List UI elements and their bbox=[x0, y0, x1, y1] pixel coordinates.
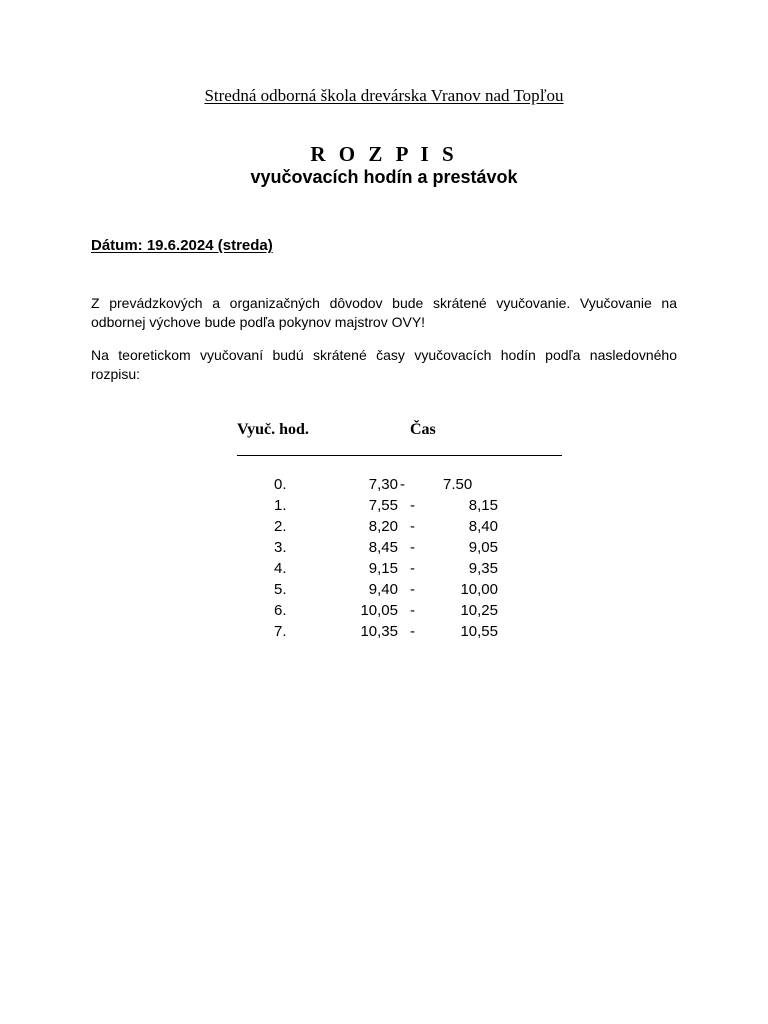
start-time: 7,55 bbox=[368, 497, 398, 514]
lesson-number: 1. bbox=[274, 497, 287, 514]
time-separator: - bbox=[400, 476, 405, 493]
end-time: 7.50 bbox=[443, 476, 473, 493]
schedule-table bbox=[0, 474, 768, 642]
time-separator: - bbox=[410, 623, 415, 640]
table-header-lesson: Vyuč. hod. bbox=[237, 421, 309, 438]
table-row bbox=[0, 621, 768, 642]
start-time: 7,30 bbox=[368, 476, 398, 493]
end-time: 10,55 bbox=[460, 623, 498, 640]
table-row bbox=[0, 579, 768, 600]
table-row bbox=[0, 537, 768, 558]
time-separator: - bbox=[410, 518, 415, 535]
table-row bbox=[0, 516, 768, 537]
lesson-number: 3. bbox=[274, 539, 287, 556]
paragraph-schedule-intro: Na teoretickom vyučovaní budú skrátené časy vyučovacích hodín podľa nasledovného rozpisu: bbox=[91, 347, 677, 382]
time-separator: - bbox=[410, 581, 415, 598]
start-time: 10,05 bbox=[360, 602, 398, 619]
lesson-number: 0. bbox=[274, 476, 287, 493]
table-row bbox=[0, 600, 768, 621]
start-time: 9,40 bbox=[368, 581, 398, 598]
start-time: 8,20 bbox=[368, 518, 398, 535]
lesson-number: 5. bbox=[274, 581, 287, 598]
paragraph-notice: Z prevádzkových a organizačných dôvodov bude skrátené vyučovanie. Vyučovanie na odbornej výchove bude podľa pokynov majstrov OVY! bbox=[91, 295, 677, 330]
lesson-number: 7. bbox=[274, 623, 287, 640]
time-separator: - bbox=[410, 539, 415, 556]
end-time: 10,00 bbox=[460, 581, 498, 598]
time-separator: - bbox=[410, 602, 415, 619]
table-header-rule bbox=[237, 455, 562, 456]
lesson-number: 2. bbox=[274, 518, 287, 535]
table-row bbox=[0, 495, 768, 516]
end-time: 8,15 bbox=[468, 497, 498, 514]
start-time: 8,45 bbox=[368, 539, 398, 556]
lesson-number: 4. bbox=[274, 560, 287, 577]
school-name: Stredná odborná škola drevárska Vranov nad Topľou bbox=[204, 86, 564, 105]
document-subtitle: vyučovacích hodín a prestávok bbox=[250, 167, 518, 187]
table-row bbox=[0, 558, 768, 579]
date-line: Dátum: 19.6.2024 (streda) bbox=[91, 237, 273, 254]
table-header-time: Čas bbox=[410, 421, 436, 438]
end-time: 10,25 bbox=[460, 602, 498, 619]
time-separator: - bbox=[410, 497, 415, 514]
time-separator: - bbox=[410, 560, 415, 577]
lesson-number: 6. bbox=[274, 602, 287, 619]
start-time: 10,35 bbox=[360, 623, 398, 640]
table-row bbox=[0, 474, 768, 495]
end-time: 9,35 bbox=[468, 560, 498, 577]
end-time: 9,05 bbox=[468, 539, 498, 556]
start-time: 9,15 bbox=[368, 560, 398, 577]
end-time: 8,40 bbox=[468, 518, 498, 535]
document-title: R O Z P I S bbox=[310, 142, 458, 166]
